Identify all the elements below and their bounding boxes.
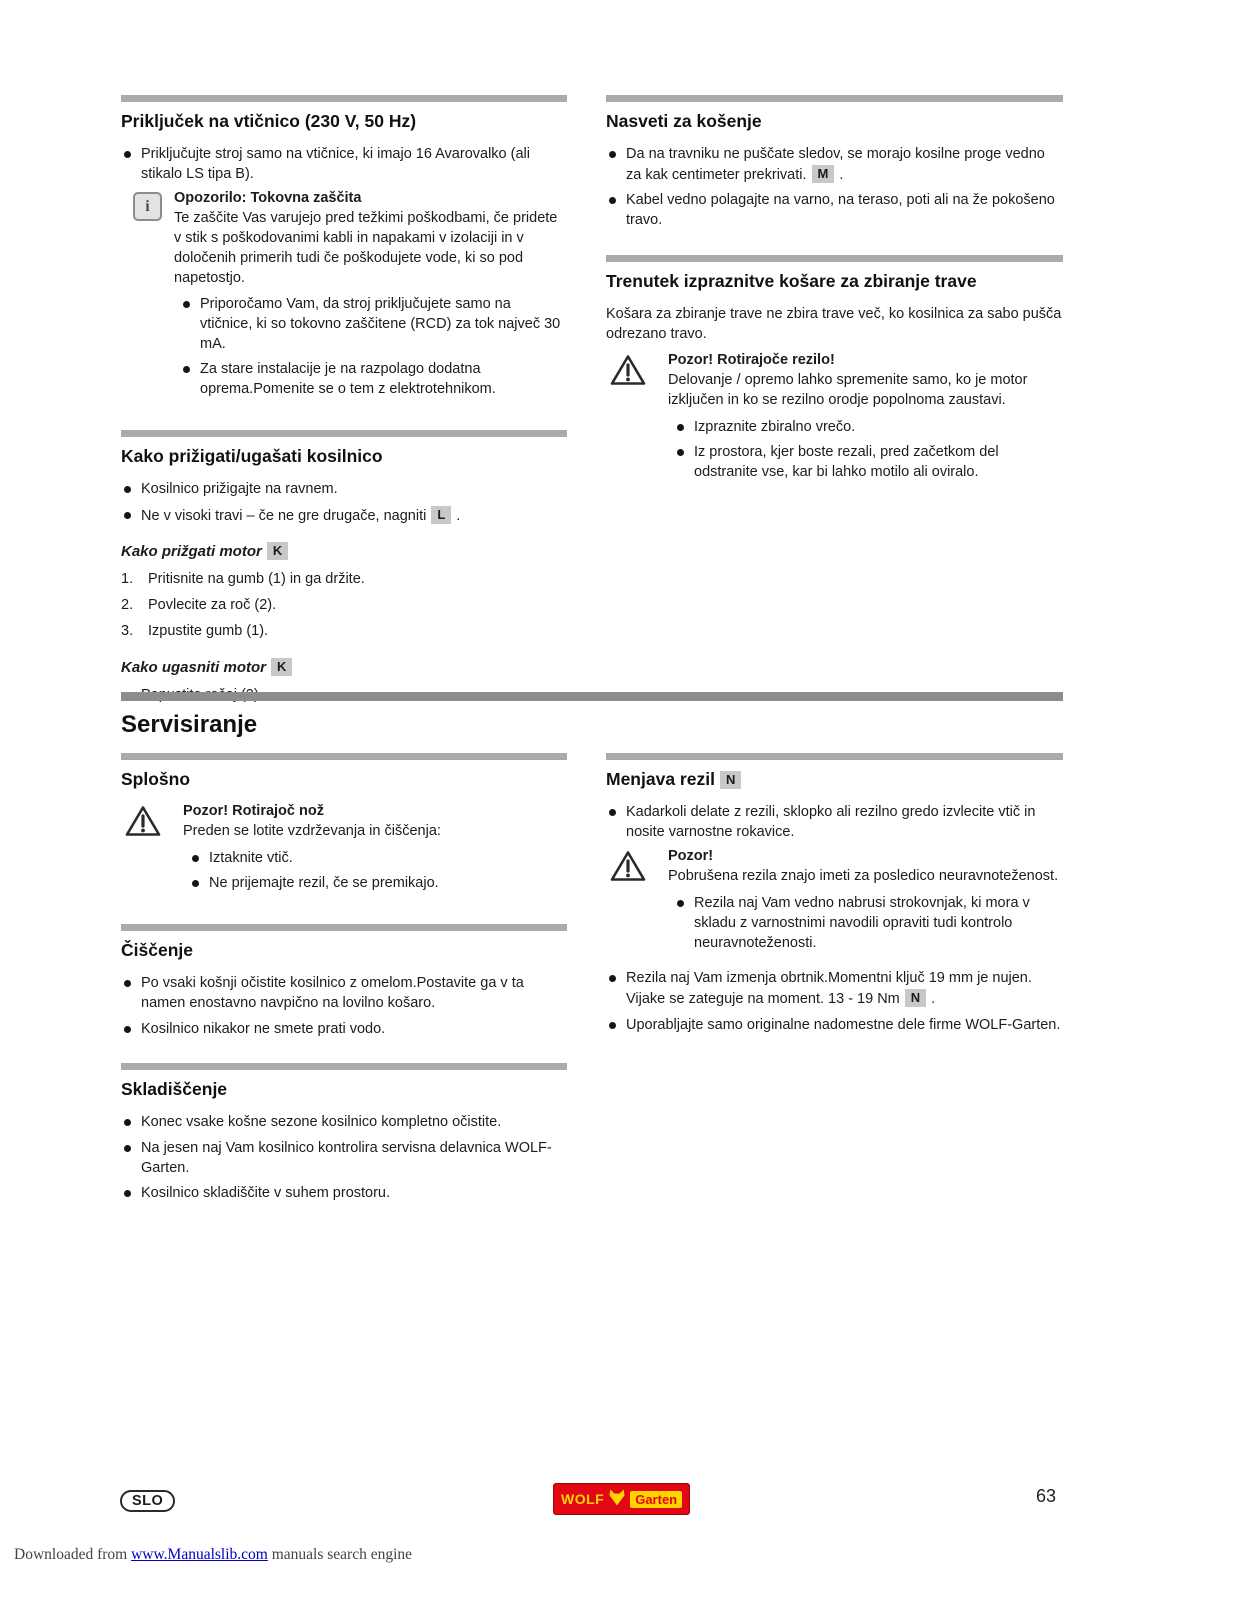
list-item-text: Priključujte stroj samo na vtičnice, ki imajo 16 Avarovalko (ali stikalo LS tipa B).	[141, 146, 530, 182]
bullet-icon	[677, 424, 684, 431]
warning-note	[610, 352, 1063, 489]
list-item	[121, 1113, 567, 1133]
list-item-text: Kosilnico prižigajte na ravnem.	[141, 480, 338, 497]
section-grass-catcher	[606, 255, 1063, 489]
figure-ref-badge: M	[812, 165, 835, 183]
column-left-bottom	[121, 753, 567, 1228]
bullet-icon	[124, 1190, 131, 1197]
section-divider-bar	[121, 430, 567, 437]
column-left-top	[121, 95, 567, 729]
wolf-garten-logo	[553, 1483, 690, 1515]
section-blade-change	[606, 753, 1063, 1035]
list-item-line: Rezila naj Vam izmenja obrtnik.Momentni ključ 19 mm je nujen.	[626, 970, 1032, 987]
chapter-title: Servisiranje	[121, 711, 258, 738]
list-item	[606, 1016, 1063, 1036]
list-item	[180, 360, 567, 399]
section-intro-text: Košara za zbiranje trave ne zbira trave več, ko kosilnica za sabo pušča odrezano travo.	[606, 305, 1062, 342]
section-power-connection	[121, 95, 567, 406]
figure-ref-badge: L	[431, 506, 451, 524]
list-item-text: Konec vsake košne sezone kosilnico kompletno očistite.	[141, 1114, 502, 1131]
subsection-stop-motor	[121, 658, 567, 676]
section-title-text: Menjava rezil	[606, 769, 715, 789]
section-storage	[121, 1063, 567, 1204]
bullet-icon	[124, 1119, 131, 1126]
bullet-icon	[124, 1026, 131, 1033]
list-item-text: Izpraznite zbiralno vrečo.	[694, 418, 856, 435]
manualslib-link[interactable]: www.Manualslib.com	[131, 1546, 268, 1563]
bullet-icon	[677, 449, 684, 456]
column-right-bottom	[606, 753, 1063, 1059]
list-item	[121, 145, 567, 184]
step-number: 3.	[121, 622, 134, 639]
info-note-content	[174, 190, 567, 405]
warning-triangle-icon	[610, 354, 646, 489]
bullet-icon	[609, 151, 616, 158]
step-item	[121, 622, 567, 642]
section-title: Skladiščenje	[121, 1079, 228, 1100]
step-number: 2.	[121, 597, 134, 614]
list-item	[189, 849, 567, 869]
list-item-text	[141, 506, 460, 527]
logo-wolf-text: WOLF	[561, 1491, 605, 1507]
warning-body: Delovanje / opremo lahko spremenite samo, ko je motor izključen in ko se rezilno orodje popolnoma zaustavi.	[668, 372, 1028, 409]
list-item	[674, 894, 1063, 953]
warning-triangle-icon	[610, 850, 646, 959]
step-item	[121, 570, 567, 590]
section-title: Nasveti za košenje	[606, 111, 762, 131]
list-item	[606, 803, 1063, 842]
subsection-title-text: Kako ugasniti motor	[121, 658, 267, 676]
list-item-text-pre: Da na travniku ne puščate sledov, se morajo kosilne proge vedno za kak centimeter prekrivati.	[626, 146, 1045, 183]
info-icon: i	[133, 192, 162, 221]
list-item	[121, 974, 567, 1013]
download-note-prefix: Downloaded from	[14, 1546, 132, 1563]
list-item-text: Iztaknite vtič.	[209, 849, 293, 866]
warning-content	[668, 352, 1063, 489]
list-item-text: Na jesen naj Vam kosilnico kontrolira servisna delavnica WOLF-Garten.	[141, 1140, 552, 1176]
logo-garten-text: Garten	[630, 1491, 682, 1508]
section-mowing-tips	[606, 95, 1063, 231]
section-title: Splošno	[121, 769, 191, 789]
section-cleaning	[121, 924, 567, 1039]
download-note	[14, 1546, 412, 1564]
warning-content	[183, 803, 567, 900]
list-item	[606, 191, 1063, 230]
section-divider-bar	[121, 924, 567, 931]
list-item	[189, 874, 567, 894]
section-service-header	[121, 692, 1063, 739]
list-item-text: Po vsaki košnji očistite kosilnico z omelom.Postavite ga v ta namen enostavno navpično na lovilno košaro.	[141, 975, 524, 1011]
bullet-icon	[124, 151, 131, 158]
bullet-icon	[609, 1022, 616, 1029]
list-item-text-pre: Vijake se zateguje na moment. 13 - 19 Nm	[626, 991, 900, 1008]
section-title: Kako prižigati/ugašati kosilnico	[121, 445, 383, 466]
list-item-text	[626, 969, 1032, 1009]
step-text: Izpustite gumb (1).	[148, 622, 269, 639]
list-item-text: Kosilnico nikakor ne smete prati vodo.	[141, 1020, 386, 1037]
bullet-icon	[124, 486, 131, 493]
section-divider-bar-wide	[121, 692, 1063, 701]
bullet-icon	[183, 366, 190, 373]
section-divider-bar	[121, 95, 567, 102]
subsection-title-text: Kako prižgati motor	[121, 543, 262, 561]
list-item-text: Kosilnico skladiščite v suhem prostoru.	[141, 1185, 391, 1202]
list-item-text-pre: Ne v visoki travi – če ne gre drugače, nagniti	[141, 507, 427, 524]
step-number: 1.	[121, 571, 134, 588]
list-item-text: Kadarkoli delate z rezili, sklopko ali rezilno gredo izvlecite vtič in nosite varnostne rokavice.	[626, 804, 1036, 840]
section-title	[606, 769, 1063, 790]
section-divider-bar	[606, 95, 1063, 102]
warning-body: Pobrušena rezila znajo imeti za posledico neuravnoteženost.	[668, 868, 1059, 885]
bullet-icon	[124, 512, 131, 519]
section-divider-bar	[606, 255, 1063, 262]
warning-note	[610, 848, 1063, 959]
language-badge	[120, 1490, 175, 1512]
bullet-icon	[124, 980, 131, 987]
bullet-icon	[192, 855, 199, 862]
list-item-text-post: .	[839, 166, 844, 183]
info-note	[133, 190, 567, 405]
subsection-start-motor	[121, 542, 567, 560]
list-item	[674, 443, 1063, 482]
download-note-suffix: manuals search engine	[267, 1546, 413, 1563]
note-body: Te zaščite Vas varujejo pred težkimi poškodbami, če pridete v stik s poškodovanimi kabli in napakami v izolaciji in v določenih primerih tudi če poškodujete vode, ki so pod napetostjo.	[174, 210, 558, 286]
bullet-icon	[609, 197, 616, 204]
list-item	[606, 145, 1063, 185]
list-item-text: Priporočamo Vam, da stroj priključujete samo na vtičnice, ki so tokovno zaščitene (RCD) za tok največ 30 mA.	[200, 296, 561, 352]
list-item	[121, 1139, 567, 1178]
list-item	[606, 969, 1063, 1009]
section-divider-bar	[606, 753, 1063, 760]
note-title: Opozorilo: Tokovna zaščita	[174, 190, 362, 207]
language-badge-text: SLO	[132, 1493, 164, 1509]
list-item-text: Ne prijemajte rezil, če se premikajo.	[209, 875, 439, 892]
list-item-text: Za stare instalacije je na razpolago dodatna oprema.Pomenite se o tem z elektrotehnikom.	[200, 361, 496, 398]
list-item-text-post: .	[456, 507, 461, 524]
list-item	[180, 295, 567, 354]
list-item-text: Uporabljajte samo originalne nadomestne dele firme WOLF-Garten.	[626, 1016, 1061, 1033]
section-title: Trenutek izpraznitve košare za zbiranje trave	[606, 270, 977, 291]
list-item-text: Kabel vedno polagajte na varno, na teraso, poti ali na že pokošeno travo.	[626, 192, 1055, 229]
warning-content	[668, 848, 1063, 959]
list-item	[121, 480, 567, 500]
numbered-steps	[121, 570, 567, 641]
list-item-text: Iz prostora, kjer boste rezali, pred začetkom del odstranite vse, kar bi lahko motilo ali oviralo.	[694, 444, 999, 481]
list-item-text-post: .	[931, 991, 936, 1008]
step-text: Pritisnite na gumb (1) in ga držite.	[148, 571, 365, 588]
section-divider-bar	[121, 753, 567, 760]
section-divider-bar	[121, 1063, 567, 1070]
section-title: Priključek na vtičnico (230 V, 50 Hz)	[121, 111, 417, 131]
column-right-top	[606, 95, 1063, 513]
warning-title: Pozor! Rotirajoče rezilo!	[668, 352, 835, 369]
warning-triangle-icon	[125, 805, 161, 900]
bullet-icon	[183, 301, 190, 308]
step-item	[121, 596, 567, 616]
bullet-icon	[609, 975, 616, 982]
list-item-line	[626, 989, 1032, 1010]
list-item	[121, 506, 567, 527]
list-item-text: Rezila naj Vam vedno nabrusi strokovnjak, ki mora v skladu z varnostnimi navodili opraviti tudi kontrolo neuravnoteženosti.	[694, 895, 1030, 951]
warning-body: Preden se lotite vzdrževanja in čiščenja:	[183, 823, 441, 839]
warning-title: Pozor!	[668, 848, 714, 865]
page-number: 63	[1036, 1486, 1057, 1506]
list-item	[121, 1184, 567, 1204]
warning-title: Pozor! Rotirajoč nož	[183, 803, 324, 819]
section-start-stop	[121, 430, 567, 705]
section-general	[121, 753, 567, 900]
figure-ref-badge: K	[267, 542, 288, 560]
bullet-icon	[609, 809, 616, 816]
figure-ref-badge: N	[905, 989, 926, 1007]
warning-note	[125, 803, 567, 900]
step-text: Povlecite za roč (2).	[148, 597, 277, 614]
list-item	[674, 418, 1063, 438]
bullet-icon	[677, 900, 684, 907]
section-title: Čiščenje	[121, 940, 193, 961]
list-item	[121, 1020, 567, 1040]
bullet-icon	[124, 1145, 131, 1152]
figure-ref-badge: N	[720, 771, 741, 789]
figure-ref-badge: K	[271, 658, 292, 676]
bullet-icon	[192, 880, 199, 887]
wolf-head-icon	[607, 1487, 627, 1512]
list-item-text	[626, 145, 1063, 185]
